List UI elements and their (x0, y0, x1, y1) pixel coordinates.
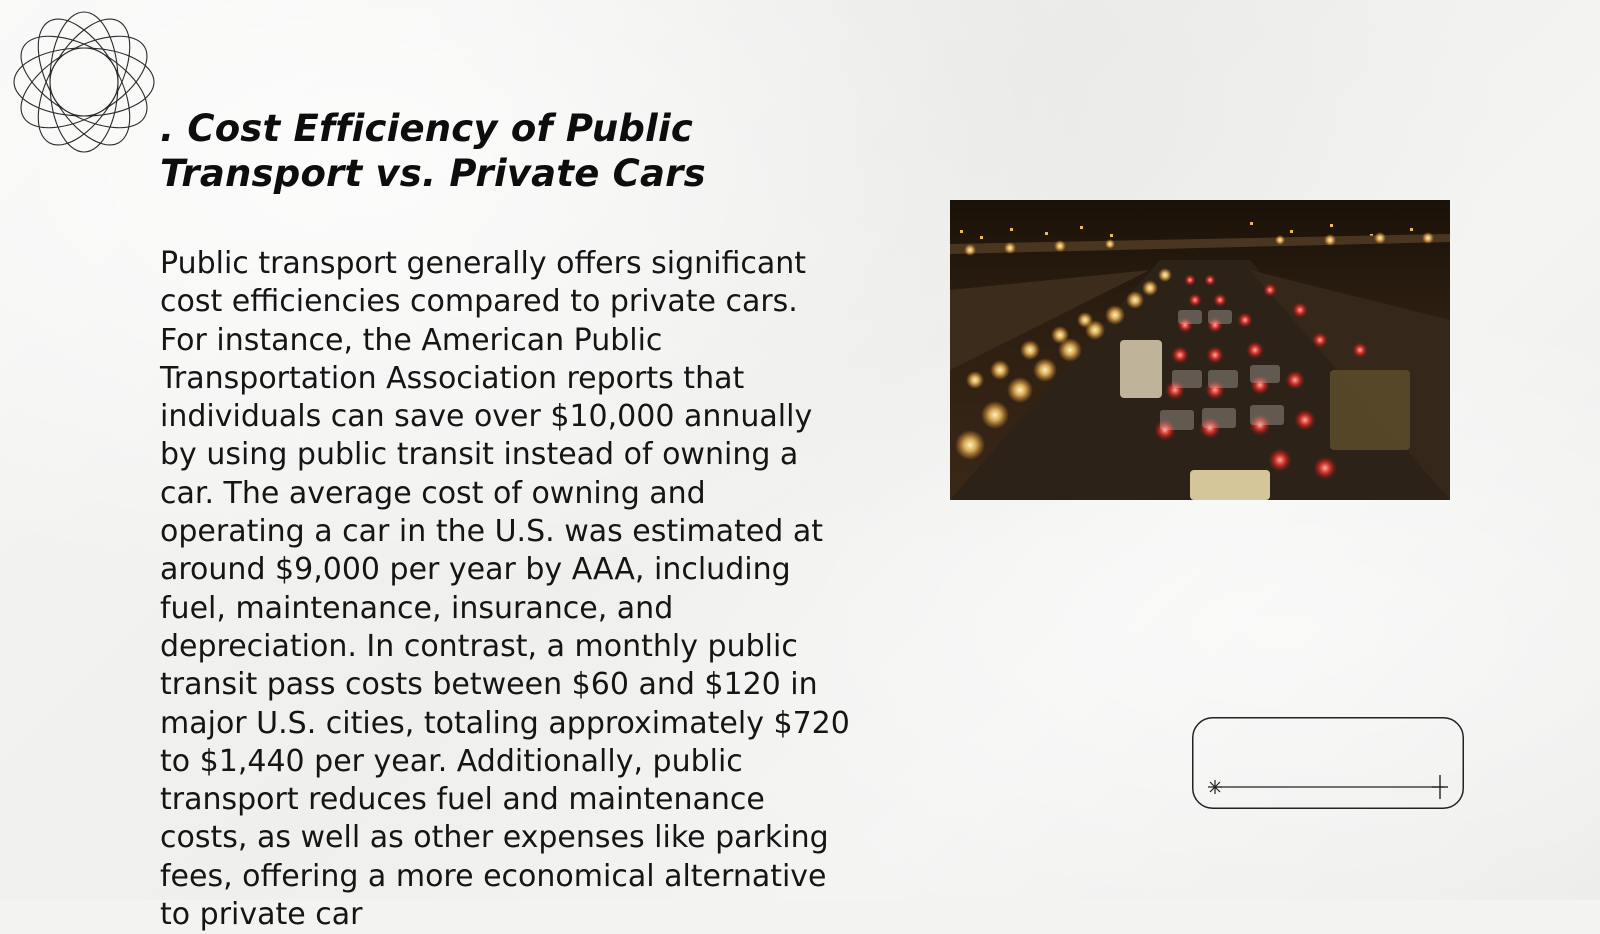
traffic-jam-photo (950, 200, 1450, 500)
slider-line-icon (1192, 717, 1464, 809)
orbit-rings-icon (10, 8, 158, 156)
slide-body-text: Public transport generally offers significant cost efficiencies compared to private cars. For instance, the American Public Transportation Association reports that individuals can save over $10,000 annually by using public transit instead of owning a car. The average cost of owning and operating a car in the U.S. was estimated at around $9,000 per year by AAA, including fuel, maintenance, insurance, and depreciation. In contrast, a monthly public transit pass costs between $60 and $120 in major U.S. cities, totaling approximately $720 to $1,440 per year. Additionally, public transport reduces fuel and maintenance costs, as well as other expenses like parking fees, offering a more economical alternative to private car (160, 246, 850, 933)
slide-title: . Cost Efficiency of Public Transport vs. Private Cars (160, 107, 706, 195)
